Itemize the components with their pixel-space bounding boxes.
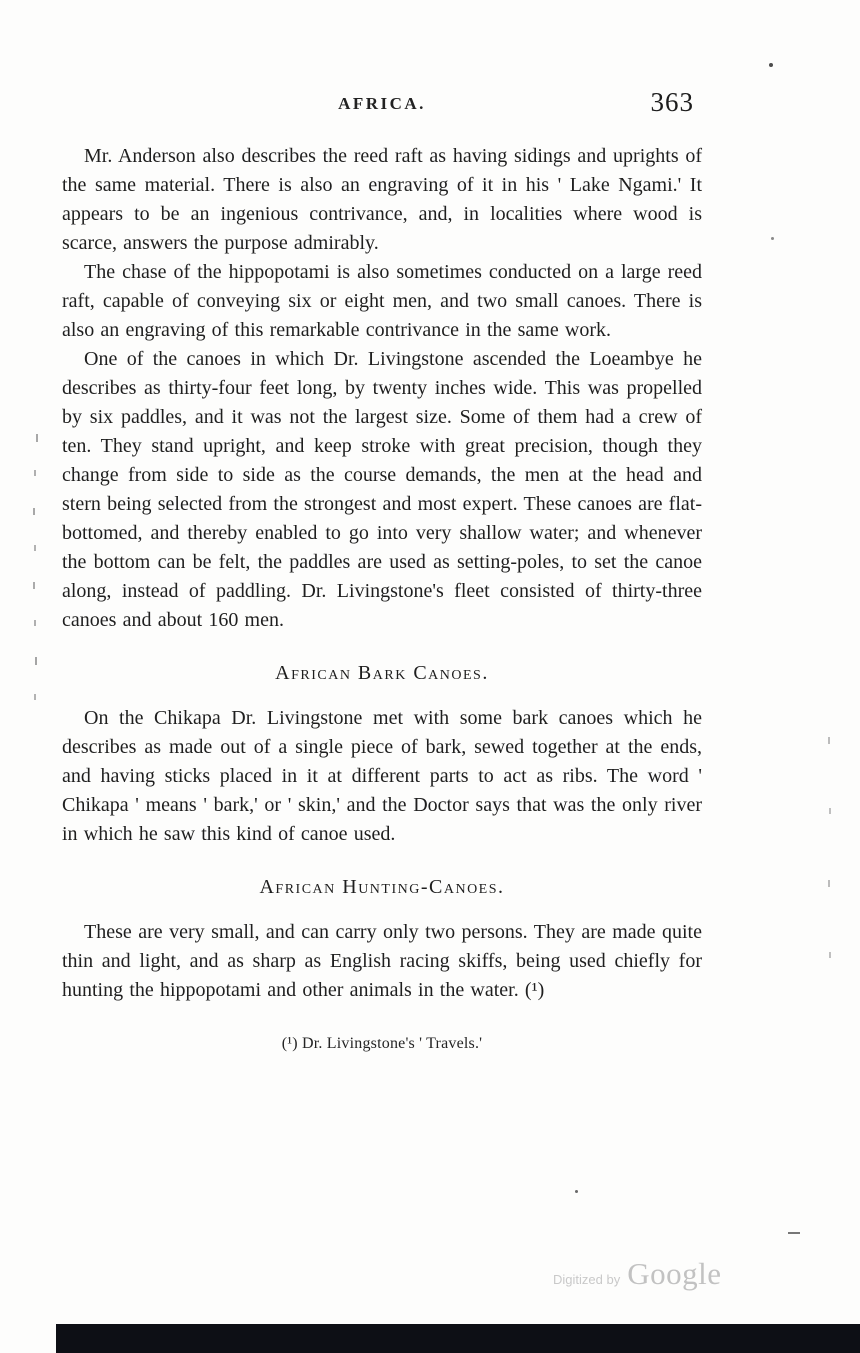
- digitized-by-google-watermark: [553, 1256, 721, 1292]
- paragraph-reed-raft: Mr. Anderson also describes the reed raft as having sidings and uprights of the same material. There is also an engraving of it in his ' Lake Ngami.' It appears to be an ingenious contrivance, and, in localities where wood is scarce, answers the purpose admirably.: [62, 145, 702, 254]
- page-number: 363: [650, 87, 694, 117]
- scan-artifact: [829, 808, 831, 814]
- scan-artifact: [34, 694, 36, 700]
- scan-artifact: [788, 1232, 800, 1234]
- digitized-by-label: Digitized by: [553, 1272, 621, 1287]
- scan-artifact: [35, 657, 37, 665]
- scan-artifact: [34, 620, 36, 626]
- scan-edge-bar: [56, 1324, 860, 1353]
- scan-artifact: [769, 63, 773, 67]
- scan-artifact: [34, 470, 36, 476]
- paragraph-hunting-canoes: These are very small, and can carry only two persons. They are made quite thin and light, and as sharp as English racing skiffs, being used chiefly for hunting the hippopotami and other animals in the water. (¹): [62, 921, 702, 1001]
- scan-artifact: [33, 582, 35, 589]
- paragraph-bark-canoes: On the Chikapa Dr. Livingstone met with some bark canoes which he describes as made out of a single piece of bark, sewed together at the ends, and having sticks placed in it at different parts to act as ribs. The word ' Chikapa ' means ' bark,' or ' skin,' and the Doctor says that was the only river in which he saw this kind of canoe used.: [62, 707, 702, 845]
- scan-artifact: [829, 952, 831, 958]
- scan-artifact: [36, 434, 38, 442]
- section-heading-african-hunting-canoes: African Hunting-Canoes.: [259, 876, 505, 898]
- paragraph-hippopotami-chase: The chase of the hippopotami is also sometimes conducted on a large reed raft, capable of conveying six or eight men, and two small canoes. There is also an engraving of this remarkable contrivance in the same work.: [62, 261, 702, 341]
- google-logo: Google: [627, 1256, 722, 1291]
- page-header: [62, 87, 702, 142]
- scan-artifact: [34, 545, 36, 551]
- paragraph-livingstone-canoes: One of the canoes in which Dr. Livingstone ascended the Loeambye he describes as thirty-four feet long, by twenty inches wide. This was propelled by six paddles, and it was not the largest size. Some of them had a crew of ten. They stand upright, and keep stroke with great precision, though they change from side to side as the course demands, the men at the head and stern being selected from the strongest and most expert. These canoes are flat-bottomed, and thereby enabled to go into very shallow water; and whenever the bottom can be felt, the paddles are used as setting-poles, to set the canoe along, instead of paddling. Dr. Livingstone's fleet consisted of thirty-three canoes and about 160 men.: [62, 348, 702, 631]
- running-title: AFRICA.: [338, 94, 426, 113]
- scan-artifact: [828, 880, 830, 887]
- scan-artifact: [575, 1190, 578, 1193]
- scan-artifact: [771, 237, 774, 240]
- scan-artifact: [828, 737, 830, 744]
- text-block: [62, 87, 702, 1053]
- footnote: (¹) Dr. Livingstone's ' Travels.': [281, 1035, 483, 1052]
- section-heading-african-bark-canoes: African Bark Canoes.: [275, 662, 489, 684]
- scan-artifact: [33, 508, 35, 515]
